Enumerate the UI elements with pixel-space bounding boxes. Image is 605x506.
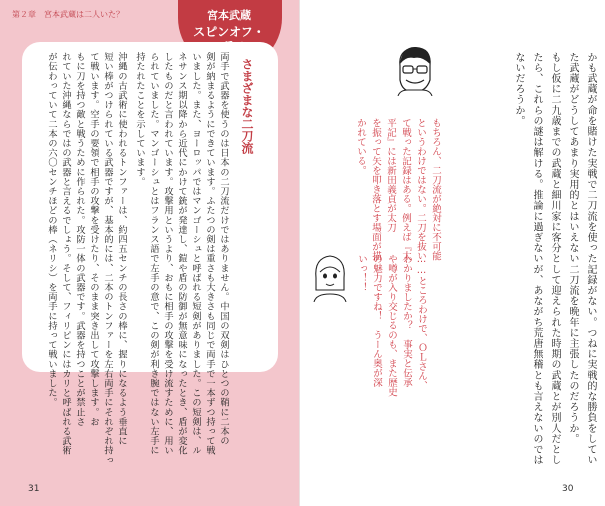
left-body-col-9: 短い棒がつけられている武器ですが、基本的には、二本のトンファーを左右両手にそれぞれ持っ <box>102 52 113 465</box>
woman-avatar <box>310 252 350 306</box>
right-body-col-2: た武蔵がどうしてあまり実用的とはいえない二刀流を晩年に主張したのだろうか。 <box>567 52 578 445</box>
left-body-col-13: が伝わっていて二本の六〇センチほどの棒（ネリシ）を両手に持って戦いました。 <box>46 52 57 408</box>
right-body-col-5: ないだろうか。 <box>513 52 524 127</box>
woman-speech-col-5: いっ！！ <box>356 254 367 292</box>
left-body-col-12: れていた沖縄ならではの武器と言えるでしょう。そして、フィリピンにはカリと呼ばれる武術 <box>60 52 71 456</box>
left-body-col-8: 沖縄の古武術に使われるトンファーは、約四五センチの長さの棒に、握りになるよう垂直に <box>116 52 127 446</box>
column-title-line1: 宮本武蔵 <box>207 9 251 22</box>
column-title-line2: スピンオフ・ <box>193 25 265 39</box>
page-number-right: 30 <box>562 484 574 494</box>
left-body-col-1: 両手で武器を使うのは日本の二刀流だけではありません。中国の双剣はひとつの鞘に二本の <box>218 52 229 446</box>
left-body-col-5: したものだと言われています。攻撃用というより、おもに相手の攻撃を受け流すために、用い <box>162 52 173 456</box>
right-page <box>300 0 605 506</box>
man-speech-col-4: 平記』には新田義貞が太刀 <box>385 118 396 232</box>
left-body-col-7: 持たれたことを示しています。 <box>134 52 145 187</box>
left-body-col-11: もに刀を持つ敵と戦うために作られた。攻防一体の武器です。武器を持つことが禁止さ <box>74 52 85 427</box>
left-body-col-2: 剣が納まるようにできています。ふたつの剣は重さも大きさも同じで両手で一本ずつ持って戦 <box>204 52 215 456</box>
left-body-col-3: いました。また、ヨーロッパではマンゴーシュと呼ばれる短剣がありました。この短剣は、ル <box>190 52 201 456</box>
woman-speech-col-1: ……ところわけで、ＯＬさん、 <box>416 254 427 390</box>
left-page <box>0 0 300 506</box>
left-body-col-6: られていました。マンゴーシュとはフランス語で左手の意で、この剣が利き腕ではない左手に <box>148 52 159 456</box>
right-body-col-3: もし仮に二九歳までの武蔵と細川家に客分として迎えられた時期の武蔵とが別人だとし <box>549 52 560 466</box>
right-body-col-1: かも武蔵が命を賭けた実戦で二刀流を使った記録がない。つねに実戦的な勝負をしてい <box>585 52 596 466</box>
right-body-col-4: たら、これらの謎は解ける。推論に過ぎないが、あながち荒唐無稽とも言えないのでは <box>531 52 542 466</box>
page-number-left: 31 <box>28 484 40 494</box>
woman-speech-col-3: や噂が入り交じるのも、また歴史 <box>386 254 397 397</box>
woman-speech-col-4: の魅力ですね！ うーん奥が深 <box>371 254 382 387</box>
man-speech-col-3: て戦った記録はある。例えば『太 <box>400 118 411 261</box>
man-speech-col-2: というわけではない。二刀を抜い <box>415 118 426 261</box>
man-speech-col-1: もちろん、二刀流が絶対に不可能 <box>430 118 441 261</box>
left-body-col-4: ネサンス期以降から近代にかけて銃が発達し、鎧や盾の防御が無意味になったとき、盾が変化 <box>176 52 187 456</box>
section-heading: さまざまな二刀流 <box>240 58 254 154</box>
breadcrumb: 第２章 宮本武蔵は二人いた？ <box>12 10 124 19</box>
left-body-col-10: て戦います。空手の要領で相手の攻撃を受けたり、そのまま突き出して攻撃します。お <box>88 52 99 427</box>
man-speech-col-6: かれている。 <box>355 118 366 175</box>
woman-speech-col-2: わかりましたか？ 事実と伝承 <box>401 254 412 387</box>
man-speech-col-5: を振って矢を叩き落とす場面が描 <box>370 118 381 261</box>
man-with-glasses-avatar <box>392 44 438 100</box>
